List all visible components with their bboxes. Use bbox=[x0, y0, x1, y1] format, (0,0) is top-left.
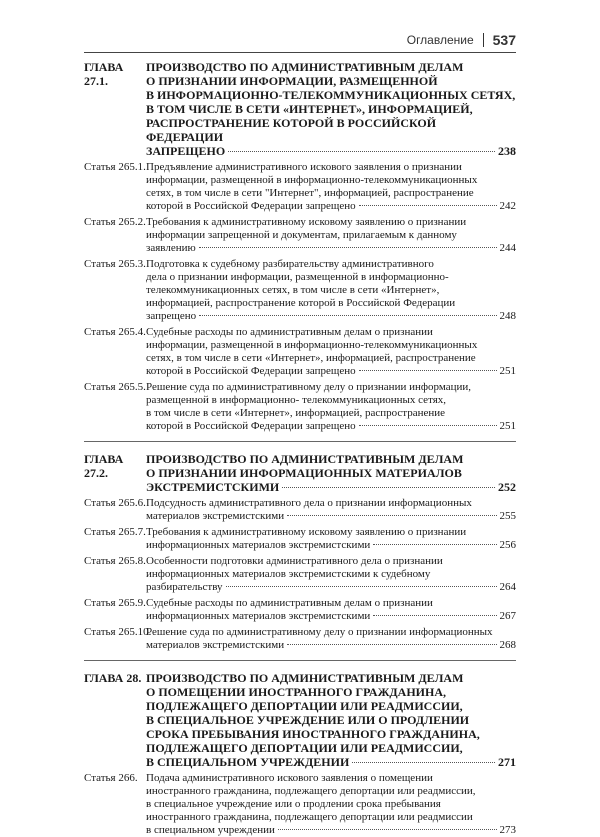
dot-leader bbox=[199, 315, 496, 316]
title-line: которой в Российской Федерации запрещено bbox=[146, 200, 356, 212]
article-number: Статья 265.2. bbox=[84, 216, 146, 228]
running-header bbox=[407, 30, 516, 50]
toc-article-entry[interactable] bbox=[84, 258, 516, 323]
article-title bbox=[146, 555, 516, 594]
title-line: В ТОМ ЧИСЛЕ В СЕТИ «ИНТЕРНЕТ», ИНФОРМАЦИЕЙ, bbox=[146, 102, 473, 116]
chapter-divider-rule bbox=[84, 660, 516, 661]
article-title bbox=[146, 258, 516, 323]
toc-page-number: 251 bbox=[499, 420, 516, 432]
title-last-line-with-leader bbox=[146, 610, 516, 623]
toc-page-number: 244 bbox=[499, 242, 516, 254]
dot-leader bbox=[373, 615, 496, 616]
table-of-contents bbox=[84, 60, 516, 837]
toc-page-number: 252 bbox=[498, 480, 516, 494]
toc-article-entry[interactable] bbox=[84, 772, 516, 837]
toc-page-number: 267 bbox=[499, 610, 516, 622]
title-last-line-with-leader bbox=[146, 510, 516, 523]
title-line: информацией, распространение которой в Российской Федерации bbox=[146, 297, 456, 309]
article-title bbox=[146, 216, 516, 255]
title-line: Особенности подготовки административного дела о признании bbox=[146, 555, 443, 567]
article-number: Статья 265.1. bbox=[84, 161, 146, 173]
dot-leader bbox=[199, 247, 497, 248]
title-line: ПОДЛЕЖАЩЕГО ДЕПОРТАЦИИ ИЛИ РЕАДМИССИИ, bbox=[146, 741, 463, 755]
title-line: Подготовка к судебному разбирательству административного bbox=[146, 258, 434, 270]
title-line: информационных материалов экстремистскими к судебному bbox=[146, 568, 431, 580]
toc-page-number: 256 bbox=[499, 539, 516, 551]
title-line: В СПЕЦИАЛЬНОМ УЧРЕЖДЕНИИ bbox=[146, 755, 350, 769]
article-title bbox=[146, 597, 516, 623]
article-title bbox=[146, 381, 516, 433]
chapter-title bbox=[146, 452, 516, 494]
article-title bbox=[146, 772, 516, 837]
dot-leader bbox=[282, 487, 495, 488]
title-line: ЗАПРЕЩЕНО bbox=[146, 144, 226, 158]
chapter-number: ГЛАВА 28. bbox=[84, 671, 142, 685]
chapter-divider-rule bbox=[84, 441, 516, 442]
toc-article-entry[interactable] bbox=[84, 216, 516, 255]
title-line: ПРОИЗВОДСТВО ПО АДМИНИСТРАТИВНЫМ ДЕЛАМ bbox=[146, 671, 464, 685]
title-line: разбирательству bbox=[146, 581, 223, 593]
toc-chapter-entry[interactable] bbox=[84, 60, 516, 158]
title-line: которой в Российской Федерации запрещено bbox=[146, 365, 356, 377]
title-line: ПРОИЗВОДСТВО ПО АДМИНИСТРАТИВНЫМ ДЕЛАМ bbox=[146, 60, 464, 74]
toc-chapter-entry[interactable] bbox=[84, 671, 516, 769]
dot-leader bbox=[278, 829, 497, 830]
toc-page-number: 238 bbox=[498, 144, 516, 158]
title-last-line-with-leader bbox=[146, 755, 516, 769]
title-line: РАСПРОСТРАНЕНИЕ КОТОРОЙ В РОССИЙСКОЙ ФЕДЕРАЦИИ bbox=[146, 116, 437, 144]
title-line: запрещено bbox=[146, 310, 197, 322]
toc-article-entry[interactable] bbox=[84, 326, 516, 378]
title-line: информации, размещенной в информационно-телекоммуникационных bbox=[146, 174, 478, 186]
title-line: О ПРИЗНАНИИ ИНФОРМАЦИОННЫХ МАТЕРИАЛОВ bbox=[146, 466, 462, 480]
title-line: ЭКСТРЕМИСТСКИМИ bbox=[146, 480, 280, 494]
toc-article-entry[interactable] bbox=[84, 381, 516, 433]
toc-article-entry[interactable] bbox=[84, 526, 516, 552]
title-last-line-with-leader bbox=[146, 420, 516, 433]
article-title bbox=[146, 626, 516, 652]
article-title bbox=[146, 526, 516, 552]
title-line: Судебные расходы по административным делам о признании bbox=[146, 597, 433, 609]
toc-page-number: 264 bbox=[499, 581, 516, 593]
chapter-number: ГЛАВА 27.2. bbox=[84, 452, 124, 480]
title-line: СРОКА ПРЕБЫВАНИЯ ИНОСТРАННОГО ГРАЖДАНИНА, bbox=[146, 727, 480, 741]
title-line: информации запрещенной и документам, прилагаемым к данному bbox=[146, 229, 457, 241]
dot-leader bbox=[228, 151, 495, 152]
title-line: в том числе в сети «Интернет», информацией, распространение bbox=[146, 407, 446, 419]
dot-leader bbox=[352, 762, 495, 763]
title-line: сетях, в том числе в сети «Интернет», информацией, распространение bbox=[146, 352, 476, 364]
title-line: О ПОМЕЩЕНИИ ИНОСТРАННОГО ГРАЖДАНИНА, bbox=[146, 685, 447, 699]
toc-chapter-entry[interactable] bbox=[84, 452, 516, 494]
title-line: заявлению bbox=[146, 242, 196, 254]
title-line: информации, размещенной в информационно-телекоммуникационных bbox=[146, 339, 478, 351]
article-number: Статья 265.7. bbox=[84, 526, 146, 538]
title-line: Подсудность административного дела о признании информационных bbox=[146, 497, 472, 509]
title-line: материалов экстремистскими bbox=[146, 639, 285, 651]
title-last-line-with-leader bbox=[146, 824, 516, 837]
dot-leader bbox=[359, 370, 497, 371]
title-line: Предъявление административного искового заявления о признании bbox=[146, 161, 462, 173]
chapter-number: ГЛАВА 27.1. bbox=[84, 60, 124, 88]
running-header-separator bbox=[483, 33, 484, 47]
article-title bbox=[146, 161, 516, 213]
title-last-line-with-leader bbox=[146, 200, 516, 213]
title-line: в специальное учреждение или о продлении срока пребывания bbox=[146, 798, 441, 810]
article-number: Статья 265.6. bbox=[84, 497, 146, 509]
title-line: В ИНФОРМАЦИОННО-ТЕЛЕКОММУНИКАЦИОННЫХ СЕТЯХ, bbox=[146, 88, 516, 102]
title-line: информационных материалов экстремистскими bbox=[146, 610, 371, 622]
article-title bbox=[146, 497, 516, 523]
title-line: телекоммуникационных сетях, в том числе в сети «Интернет», bbox=[146, 284, 440, 296]
toc-page-number: 255 bbox=[499, 510, 516, 522]
dot-leader bbox=[287, 515, 496, 516]
title-last-line-with-leader bbox=[146, 639, 516, 652]
title-line: материалов экстремистскими bbox=[146, 510, 285, 522]
toc-page-number: 268 bbox=[499, 639, 516, 651]
article-number: Статья 265.9. bbox=[84, 597, 146, 609]
toc-article-entry[interactable] bbox=[84, 626, 516, 652]
toc-article-entry[interactable] bbox=[84, 597, 516, 623]
dot-leader bbox=[359, 205, 497, 206]
title-line: ПОДЛЕЖАЩЕГО ДЕПОРТАЦИИ ИЛИ РЕАДМИССИИ, bbox=[146, 699, 463, 713]
page-number: 537 bbox=[492, 32, 516, 48]
article-number: Статья 265.10. bbox=[84, 626, 152, 638]
title-last-line-with-leader bbox=[146, 144, 516, 158]
toc-article-entry[interactable] bbox=[84, 161, 516, 213]
article-number: Статья 265.5. bbox=[84, 381, 146, 393]
title-line: Требования к административному исковому заявлению о признании bbox=[146, 526, 467, 538]
toc-page-number: 248 bbox=[499, 310, 516, 322]
dot-leader bbox=[373, 544, 496, 545]
toc-article-entry[interactable] bbox=[84, 497, 516, 523]
chapter-title bbox=[146, 671, 516, 769]
title-last-line-with-leader bbox=[146, 581, 516, 594]
title-line: иностранного гражданина, подлежащего депортации или реадмиссии bbox=[146, 811, 473, 823]
title-last-line-with-leader bbox=[146, 365, 516, 378]
article-number: Статья 265.4. bbox=[84, 326, 146, 338]
toc-page-number: 242 bbox=[499, 200, 516, 212]
running-header-section: Оглавление bbox=[406, 33, 474, 47]
toc-page-number: 251 bbox=[499, 365, 516, 377]
title-line: О ПРИЗНАНИИ ИНФОРМАЦИИ, РАЗМЕЩЕННОЙ bbox=[146, 74, 438, 88]
toc-article-entry[interactable] bbox=[84, 555, 516, 594]
dot-leader bbox=[287, 644, 496, 645]
title-line: Решение суда по административному делу о признании информации, bbox=[146, 381, 471, 393]
title-line: Судебные расходы по административным делам о признании bbox=[146, 326, 433, 338]
title-line: Решение суда по административному делу о признании информационных bbox=[146, 626, 493, 638]
title-line: дела о признании информации, размещенной в информационно- bbox=[146, 271, 449, 283]
title-last-line-with-leader bbox=[146, 242, 516, 255]
title-line: информационных материалов экстремистскими bbox=[146, 539, 371, 551]
title-line: ПРОИЗВОДСТВО ПО АДМИНИСТРАТИВНЫМ ДЕЛАМ bbox=[146, 452, 464, 466]
article-number: Статья 265.8. bbox=[84, 555, 146, 567]
title-line: в специальном учреждении bbox=[146, 824, 275, 836]
title-line: Требования к административному исковому заявлению о признании bbox=[146, 216, 467, 228]
title-last-line-with-leader bbox=[146, 310, 516, 323]
title-line: В СПЕЦИАЛЬНОЕ УЧРЕЖДЕНИЕ ИЛИ О ПРОДЛЕНИИ bbox=[146, 713, 470, 727]
title-last-line-with-leader bbox=[146, 480, 516, 494]
title-line: размещенной в информационно- телекоммуникационных сетях, bbox=[146, 394, 447, 406]
title-line: которой в Российской Федерации запрещено bbox=[146, 420, 356, 432]
title-line: Подача административного искового заявления о помещении bbox=[146, 772, 433, 784]
article-number: Статья 266. bbox=[84, 772, 138, 784]
title-line: сетях, в том числе в сети "Интернет", информацией, распространение bbox=[146, 187, 474, 199]
title-last-line-with-leader bbox=[146, 539, 516, 552]
dot-leader bbox=[359, 425, 497, 426]
article-number: Статья 265.3. bbox=[84, 258, 146, 270]
header-rule bbox=[84, 52, 516, 53]
chapter-title bbox=[146, 60, 516, 158]
toc-page-number: 271 bbox=[498, 755, 516, 769]
article-title bbox=[146, 326, 516, 378]
title-line: иностранного гражданина, подлежащего депортации или реадмиссии, bbox=[146, 785, 476, 797]
dot-leader bbox=[226, 586, 497, 587]
toc-page-number: 273 bbox=[499, 824, 516, 836]
